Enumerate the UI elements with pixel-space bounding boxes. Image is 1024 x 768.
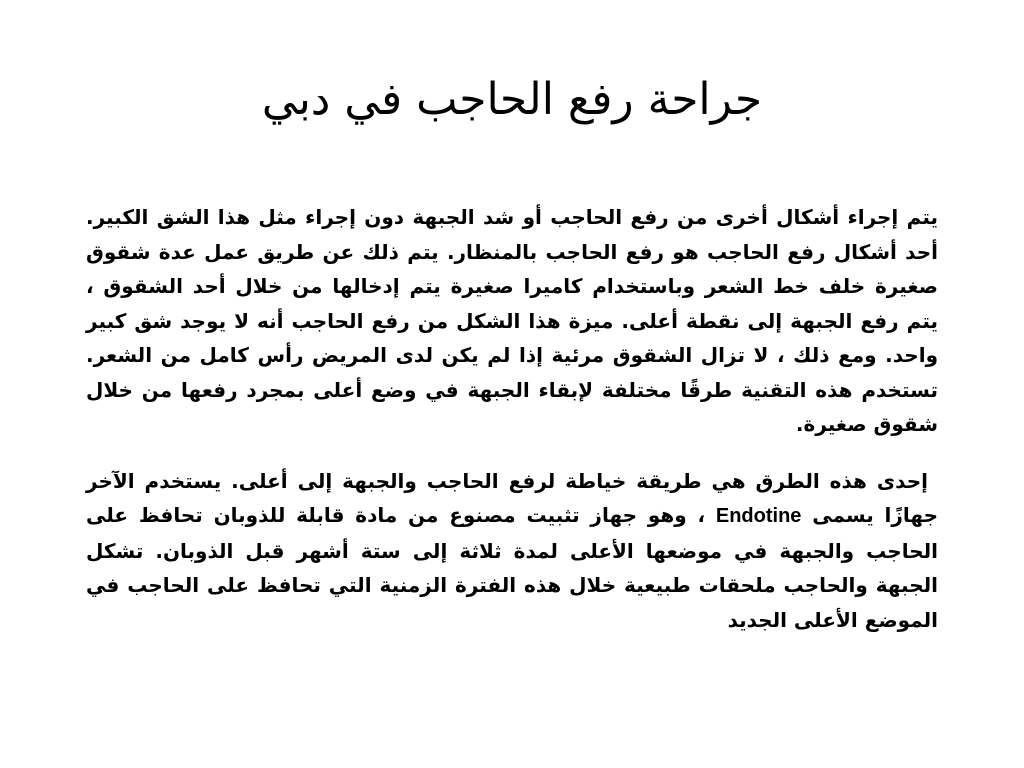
slide-title: جراحة رفع الحاجب في دبي [261, 74, 763, 125]
product-name-endotine: Endotine [715, 505, 802, 527]
slide-body [86, 200, 938, 637]
paragraph-text-after: ، وهو جهاز تثبيت مصنوع من مادة قابلة للذوبان تحافظ على الحاجب والجبهة في موضعها الأعلى لمدة ثلاثة إلى ستة أشهر قبل الذوبان. تشكل الجبهة والحاجب ملحقات طبيعية خلال هذه الفترة الزمنية التي تحافظ على الحاجب في الموضع الأعلى الجديد [86, 503, 938, 632]
body-paragraph-endotine [86, 464, 938, 638]
paragraph-text-before: إحدى هذه الطرق هي طريقة خياطة لرفع الحاجب والجبهة إلى أعلى. يستخدم الآخر جهازًا يسمى [86, 468, 938, 527]
body-paragraph-endoscopic: يتم إجراء أشكال أخرى من رفع الحاجب أو شد الجبهة دون إجراء مثل هذا الشق الكبير. أحد أشكال رفع الحاجب هو رفع الحاجب بالمنظار. يتم ذلك عن طريق عمل عدة شقوق صغيرة خلف خط الشعر وباستخدام كاميرا صغيرة يتم إدخالها من خلال أحد الشقوق ، يتم رفع الجبهة إلى نقطة أعلى. ميزة هذا الشكل من رفع الحاجب أنه لا يوجد شق كبير واحد. ومع ذلك ، لا تزال الشقوق مرئية إذا لم يكن لدى المريض رأس كامل من الشعر. تستخدم هذه التقنية طرقًا مختلفة لإبقاء الجبهة في وضع أعلى بمجرد رفعها من خلال شقوق صغيرة. [86, 205, 938, 436]
